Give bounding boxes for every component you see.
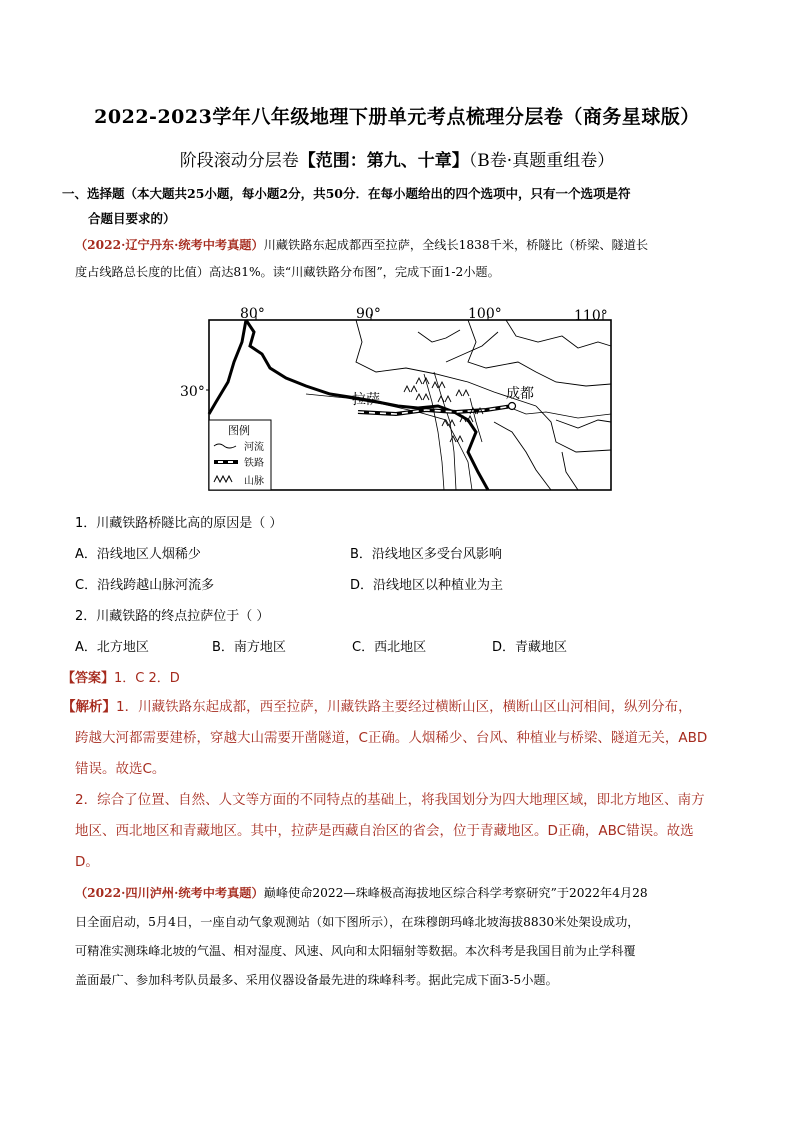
passage-1-line2: 度占线路总长度的比值）高达81%。读“川藏铁路分布图”，完成下面1-2小题。 — [75, 265, 500, 279]
section-heading-line1: 一、选择题（本大题共25小题，每小题2分，共50分．在每小题给出的四个选项中，只有一个选项是符 — [62, 186, 631, 201]
legend-river-label: 河流 — [244, 442, 264, 453]
lon-label-100: 100° — [468, 306, 502, 322]
question-1-option-b: B．沿线地区多受台风影响 — [350, 547, 502, 562]
answer-line — [62, 667, 180, 686]
document-subtitle — [0, 146, 794, 171]
explanation-p1-line2: 跨越大河都需要建桥，穿越大山需要开凿隧道，C正确。人烟稀少、台风、种植业与桥梁、隧道无关，ABD — [75, 730, 708, 746]
explanation — [62, 692, 728, 878]
passage-1-source: （2022·辽宁丹东·统考中考真题） — [75, 238, 264, 252]
question-2-option-c: C．西北地区 — [352, 640, 427, 655]
question-1-option-a: A．沿线地区人烟稀少 — [75, 547, 201, 562]
explanation-p2-line2: 地区、西北地区和青藏地区。其中，拉萨是西藏自治区的省会，位于青藏地区。D正确，ABC错误。故选 — [75, 823, 694, 839]
explanation-p1-line3: 错误。故选C。 — [75, 761, 166, 777]
question-1-option-c: C．沿线跨越山脉河流多 — [75, 578, 215, 593]
answer-tag: 【答案】 — [62, 671, 115, 686]
passage-2 — [75, 879, 725, 995]
question-2-option-d: D．青藏地区 — [492, 640, 568, 655]
passage-2-line1: 巅峰使命2022—珠峰极高海拔地区综合科学考察研究”于2022年4月28 — [263, 886, 648, 900]
section-heading-line2: 合题目要求的） — [88, 211, 176, 226]
subtitle-part-c: （B卷·真题重组卷） — [468, 151, 615, 171]
city-label-chengdu: 成都 — [506, 386, 534, 402]
section-heading — [62, 181, 742, 231]
legend-title: 图例 — [228, 424, 250, 437]
legend-mountain-label: 山脉 — [244, 476, 264, 487]
city-label-lhasa: 拉萨 — [352, 392, 380, 408]
lon-label-90: 90° — [356, 306, 381, 322]
passage-2-line3: 可精准实测珠峰北坡的气温、相对湿度、风速、风向和太阳辐射等数据。本次科考是我国目前为止学科覆 — [75, 944, 636, 958]
subtitle-part-b: 【范围：第九、十章】 — [298, 151, 469, 171]
explanation-p2-line1: 2．综合了位置、自然、人文等方面的不同特点的基础上，将我国划分为四大地理区域，即北方地区、南方 — [75, 792, 705, 808]
lon-label-80: 80° — [240, 306, 265, 322]
lat-label-30: 30° — [180, 384, 205, 400]
lon-label-110: 110° — [574, 308, 608, 324]
passage-2-source: （2022·四川泸州·统考中考真题） — [75, 886, 264, 900]
legend-rail-label: 铁路 — [244, 458, 264, 469]
document-title: 2022-2023学年八年级地理下册单元考点梳理分层卷（商务星球版） — [94, 106, 700, 128]
legend-rail-symbol — [214, 460, 238, 464]
question-1-stem: 1．川藏铁路桥隧比高的原因是（ ） — [75, 516, 283, 531]
answer-text: 1．C 2．D — [114, 671, 180, 686]
passage-1-line1: 川藏铁路东起成都西至拉萨，全线长1838千米，桥隧比（桥梁、隧道长 — [263, 238, 649, 252]
passage-2-line2: 日全面启动，5月4日，一座自动气象观测站（如下图所示），在珠穆朗玛峰北坡海拔8830米处架设成功， — [75, 915, 640, 929]
explanation-p1-line1: 1．川藏铁路东起成都，西至拉萨，川藏铁路主要经过横断山区，横断山区山河相间，纵列分布， — [116, 699, 692, 715]
sichuan-tibet-railway-map — [180, 302, 614, 492]
chengdu-marker — [509, 403, 516, 410]
question-2-stem: 2．川藏铁路的终点拉萨位于（ ） — [75, 609, 270, 624]
passage-2-line4: 盖面最广、参加科考队员最多、采用仪器设备最先进的珠峰科考。据此完成下面3-5小题。 — [75, 973, 558, 987]
question-2-option-a: A．北方地区 — [75, 640, 149, 655]
subtitle-part-a: 阶段滚动分层卷 — [179, 151, 299, 171]
passage-1 — [75, 232, 725, 286]
question-2-option-b: B．南方地区 — [212, 640, 286, 655]
map-legend — [209, 420, 271, 490]
explanation-tag: 【解析】 — [62, 699, 116, 715]
question-1-option-d: D．沿线地区以种植业为主 — [350, 578, 504, 593]
explanation-p2-line3: D。 — [75, 854, 99, 870]
